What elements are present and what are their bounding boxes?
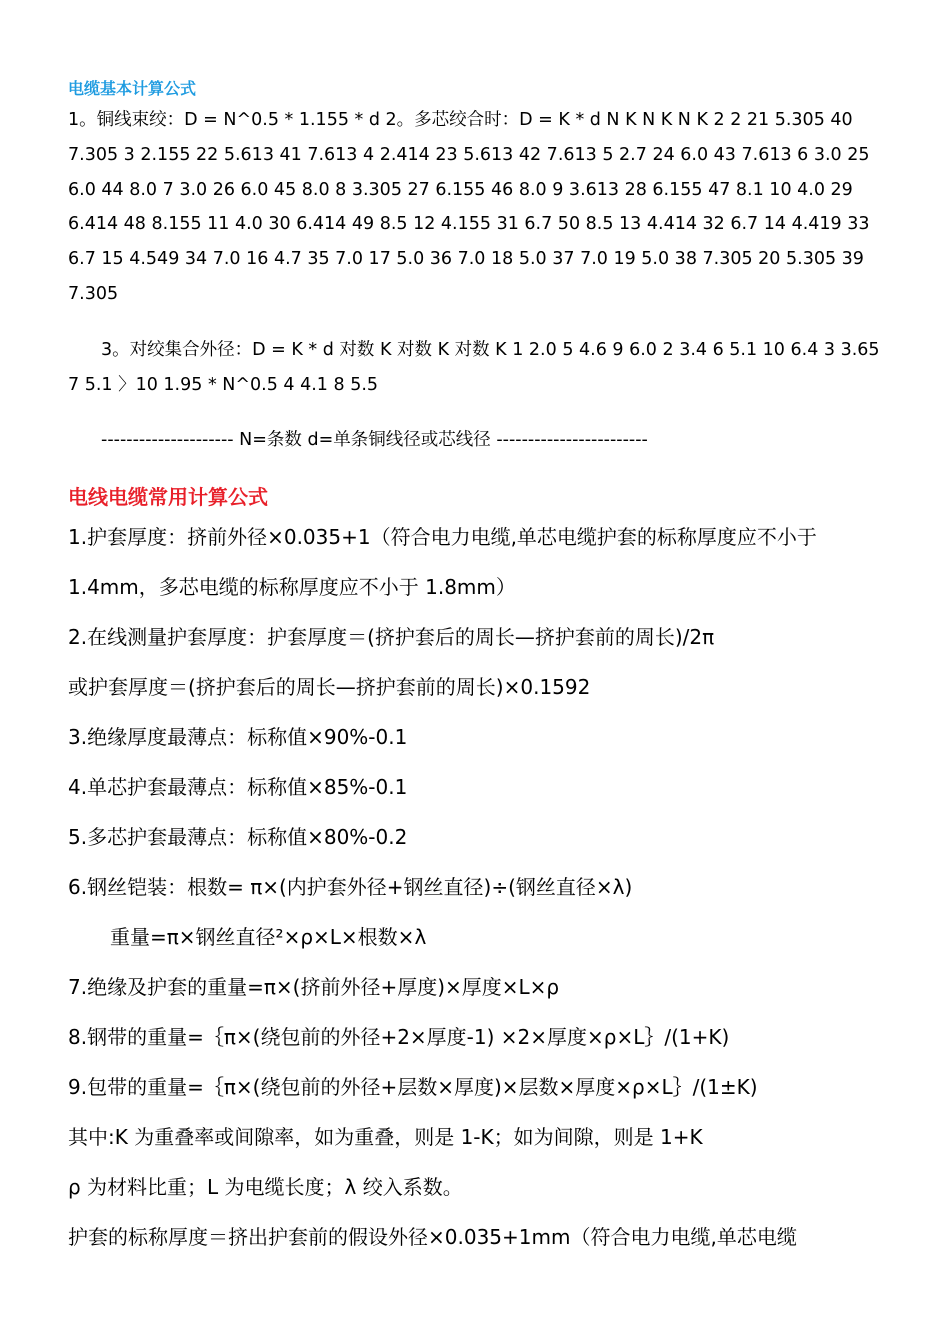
formula-item: 或护套厚度＝(挤护套后的周长—挤护套前的周长)×0.1592 bbox=[68, 675, 591, 699]
paragraph-stranding-formulas: 1。铜线束绞：D = N^0.5 * 1.155 * d 2。多芯绞合时：D = K * d N K N K N K 2 2 21 5.305 40 7.305 3 2.155 22 5.613 41 7.613 4 2.414 23 5.613 42 7.613 5 2.7 24 6.0 43 7.613 6 3.0 25 6.0 44 8.0 7 3.0 26 6.0 45 8.0 8 3.305 27 6.155 46 8.0 9 3.613 28 6.155 47 8.1 10 4.0 29 6.414 48 8.155 11 4.0 30 6.414 49 8.5 12 4.155 31 6.7 50 8.5 13 4.414 32 6.7 14 4.419 33 6.7 15 4.549 34 7.0 16 4.7 35 7.0 17 5.0 36 7.0 18 5.0 37 7.0 19 5.0 38 7.305 20 5.305 39 7.305 bbox=[68, 110, 870, 304]
formula-item: 4.单芯护套最薄点：标称值×85%-0.1 bbox=[68, 775, 408, 799]
formula-item: 5.多芯护套最薄点：标称值×80%-0.2 bbox=[68, 825, 408, 849]
formula-item: 1.护套厚度：挤前外径×0.035+1（符合电力电缆,单芯电缆护套的标称厚度应不小于 1.4mm，多芯电缆的标称厚度应不小于 1.8mm） bbox=[68, 525, 817, 599]
section-heading-common-formulas: 电线电缆常用计算公式 bbox=[68, 485, 268, 509]
formula-item: 3.绝缘厚度最薄点：标称值×90%-0.1 bbox=[68, 725, 408, 749]
formula-item: 7.绝缘及护套的重量=π×(挤前外径+厚度)×厚度×L×ρ bbox=[68, 975, 560, 999]
section-heading-basic-formulas: 电缆基本计算公式 bbox=[68, 79, 197, 98]
formula-item: 其中:K 为重叠率或间隙率，如为重叠，则是 1-K；如为间隙，则是 1+K bbox=[68, 1125, 703, 1149]
paragraph-legend-separator: --------------------- N=条数 d=单条铜线径或芯线径 ------------------------ bbox=[101, 430, 648, 450]
formula-item: 2.在线测量护套厚度：护套厚度＝(挤护套后的周长—挤护套前的周长)/2π bbox=[68, 625, 715, 649]
formula-item: 6.钢丝铠装：根数= π×(内护套外径+钢丝直径)÷(钢丝直径×λ) bbox=[68, 875, 633, 899]
formula-item: 重量=π×钢丝直径²×ρ×L×根数×λ bbox=[110, 925, 427, 949]
paragraph-pair-twist-formula: 3。对绞集合外径：D = K * d 对数 K 对数 K 对数 K 1 2.0 5 4.6 9 6.0 2 3.4 6 5.1 10 6.4 3 3.65 7 5.1 〉10 1.95 * N^0.5 4 4.1 8 5.5 bbox=[68, 340, 880, 395]
formula-item: 护套的标称厚度＝挤出护套前的假设外径×0.035+1mm（符合电力电缆,单芯电缆 bbox=[68, 1225, 797, 1249]
formula-item: 9.包带的重量=｛π×(绕包前的外径+层数×厚度)×层数×厚度×ρ×L｝/(1±K) bbox=[68, 1075, 758, 1099]
formula-item: 8.钢带的重量=｛π×(绕包前的外径+2×厚度-1) ×2×厚度×ρ×L｝/(1+K) bbox=[68, 1025, 730, 1049]
formula-item: ρ 为材料比重；L 为电缆长度；λ 绞入系数。 bbox=[68, 1175, 463, 1199]
formula-list bbox=[68, 512, 888, 1262]
